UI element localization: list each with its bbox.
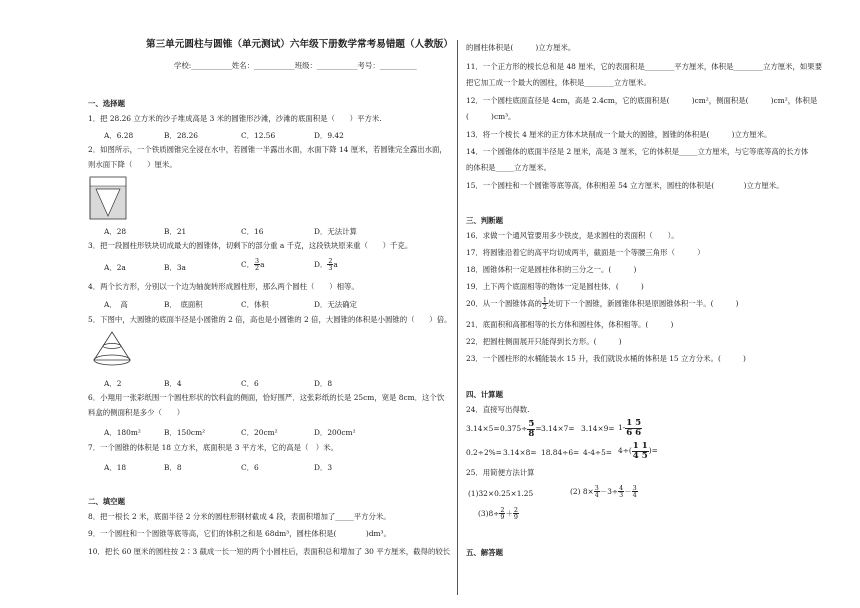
q3-option-c-label: C．: [241, 259, 255, 269]
expression-3: [478, 507, 519, 521]
calc-row-2-item-1: 0.2÷2%=: [466, 448, 502, 457]
q3-option-c-var: a: [260, 259, 265, 269]
calc-row-2-item-3: 18.84÷6=: [541, 448, 580, 457]
q3-option-d[interactable]: [314, 258, 338, 272]
question-25: 25．用简便方法计算: [466, 468, 535, 477]
question-8: 8．把一根长 2 米，底面半径 2 分米的圆柱形钢材截成 4 段，表面积增加了_____平方分米。: [88, 512, 391, 521]
question-3: 3．把一段圆柱形铁块切成最大的圆锥体，切剩下的部分重 a 千克，这段铁块原来重（ ）千克。: [88, 241, 413, 250]
calc-r1-2-text: 0.375÷: [500, 424, 528, 434]
calc-row-2-item-2: 3.14×8=: [503, 448, 537, 457]
expr2-c: －: [624, 486, 632, 496]
q3-option-b[interactable]: B．3a: [164, 263, 186, 272]
expr3-a: (3)8÷: [478, 508, 500, 518]
expr2-b: －3÷: [599, 486, 619, 496]
question-9: 9．一个圆柱和一个圆锥等底等高，它们的体积之和是 68dm³，圆柱体积是( )dm³。: [88, 529, 391, 538]
q4-option-a[interactable]: A． 高: [104, 300, 128, 309]
question-19: 19．上下两个底面相等的物体一定是圆柱体．( ): [466, 282, 644, 291]
expr2-fraction-1: $\frac{3}{4}$: [594, 484, 599, 500]
question-14-line-2: 的体积是_____立方厘米。: [466, 163, 551, 172]
q2-option-d[interactable]: D．无法计算: [314, 227, 357, 236]
question-4: 4．两个长方形，分别以一个边为轴旋转形成圆柱形，那么两个圆柱（ ）相等。: [88, 282, 359, 291]
column-divider: [457, 40, 458, 595]
q3-option-a[interactable]: A．2a: [104, 263, 126, 272]
q5-option-c[interactable]: C．6: [241, 379, 259, 388]
q4-option-d[interactable]: D．无法确定: [314, 300, 357, 309]
q7-option-a[interactable]: A．18: [104, 463, 127, 472]
q3-option-d-label: D．: [314, 259, 328, 269]
question-20-start: 20．从一个圆锥体高的: [466, 298, 542, 308]
expression-2: [570, 485, 638, 499]
calc-row-1-item-2: [500, 420, 542, 438]
q5-option-d[interactable]: D．8: [314, 379, 333, 388]
question-15: 15．一个圆柱和一个圆锥等底等高，体积相差 54 立方厘米，圆柱的体积是( )立方厘米。: [466, 181, 784, 190]
cone-in-water-figure: [89, 176, 127, 220]
question-7: 7．一个圆锥的体积是 18 立方米，底面积是 3 平方米，它的高是（ ）米。: [88, 443, 338, 452]
q5-option-b[interactable]: B．4: [164, 379, 182, 388]
q7-option-b[interactable]: B．8: [164, 463, 182, 472]
q3-option-c[interactable]: [241, 258, 265, 272]
question-11-line-1: 11．一个正方形的棱长总和是 48 厘米，它的表面积是________平方厘米，体积是________立方厘米，如果要: [466, 62, 823, 71]
q1-option-a[interactable]: A．6.28: [104, 131, 134, 140]
question-17: 17．将圆锥沿着它的高平均切成两半，截面是一个等腰三角形（ ）: [466, 248, 705, 257]
calc-r2-5-text: 4÷(: [618, 446, 632, 456]
q1-option-c[interactable]: C．12.56: [241, 131, 276, 140]
section-judge-heading: 三、判断题: [466, 216, 503, 225]
question-11-line-2: 把它加工成一个最大的圆柱，体积是________立方厘米。: [466, 78, 651, 87]
q7-option-d[interactable]: D．3: [314, 463, 333, 472]
expr3-fraction-1: $\frac{2}{9}$: [500, 506, 505, 522]
calc-row-1-item-5: [618, 419, 642, 437]
q2-option-b[interactable]: B．21: [164, 227, 187, 236]
expr3-fraction-2: $\frac{2}{9}$: [513, 506, 518, 522]
section-solve-heading: 五、解答题: [466, 548, 503, 557]
calc-row-2-item-5: [618, 442, 658, 460]
q3-option-c-fraction: $\frac{3}{2}$: [255, 257, 260, 273]
question-6-line-2: 料盒的侧面积是多少（ ）: [88, 408, 185, 417]
calc-row-1-item-1: 3.14×5=: [466, 424, 500, 433]
calc-row-2-item-4: 4-4÷5=: [583, 448, 612, 457]
calc-row-1-item-3: 3.14×7=: [541, 424, 575, 433]
expr3-b: ＋: [505, 508, 513, 518]
calc-r1-5-fraction: $\frac{1 5}{6 6}$: [626, 418, 642, 438]
question-20: [466, 297, 739, 311]
q1-option-d[interactable]: D．9.42: [314, 131, 344, 140]
question-20-fraction: $\frac{1}{2}$: [542, 296, 547, 312]
q6-option-c[interactable]: C．20cm²: [241, 428, 278, 437]
calc-r2-5-close: )=: [648, 446, 658, 456]
page-title: 第三单元圆柱与圆锥（单元测试）六年级下册数学常考易错题（人教版）: [146, 39, 453, 50]
q7-option-c[interactable]: C．6: [241, 463, 259, 472]
question-2-line-1: 2．如图所示，一个铁质圆锥完全浸在水中，若圆锥一半露出水面，水面下降 14 厘米，若圆锥完全露出水面，: [88, 145, 447, 154]
expression-1: (1)32×0.25×1.25: [468, 489, 534, 498]
question-22: 22．把圆柱侧面展开只能得到长方形。( ): [466, 337, 622, 346]
calc-r1-2-fraction: $\frac{5}{8}$: [528, 419, 535, 439]
expr2-a: (2) 8×: [570, 486, 594, 496]
nested-cones-figure: [90, 330, 134, 368]
question-12-line-2: ( )cm³。: [466, 112, 516, 121]
question-6-line-1: 6．小翔用一张彩纸围一个圆柱形状的饮料盒的侧面，恰好围严．这张彩纸的长是 25cm，宽是 8cm．这个饮: [88, 393, 445, 402]
expr2-fraction-3: $\frac{3}{4}$: [632, 484, 637, 500]
question-12-line-1: 12．一个圆柱底面直径是 4cm，高是 2.4cm，它的底面积是( )cm²，侧面积是( )cm²，体积是: [466, 96, 818, 105]
q3-option-d-fraction: $\frac{2}{3}$: [328, 257, 333, 273]
q4-option-c[interactable]: C．体积: [241, 300, 269, 309]
q5-option-a[interactable]: A．2: [104, 379, 122, 388]
question-5: 5．下图中，大圆锥的底面半径是小圆锥的 2 倍，高也是小圆锥的 2 倍，大圆锥的体积是小圆锥的（ ）倍。: [88, 315, 452, 324]
question-10: 10．把长 60 厘米的圆柱按 2∶3 截成一长一短的两个小圆柱后，表面积总和增加了 30 平方厘米，截得的较长: [88, 547, 451, 556]
q6-option-d[interactable]: D．200cm²: [314, 428, 356, 437]
question-16: 16．求做一个通风管要用多少铁皮，是求圆柱的表面积（ ）。: [466, 231, 679, 240]
calc-r2-5-fraction: $\frac{1 1}{4 5}$: [632, 441, 648, 461]
question-1: 1．把 28.26 立方米的沙子堆成高是 3 米的圆锥形沙滩，沙滩的底面积是（ ）平方米.: [88, 114, 382, 123]
q2-option-c[interactable]: C．16: [241, 227, 264, 236]
student-info-line: 学校:___________姓名：___________班级：___________考号：__________: [174, 61, 417, 70]
question-18: 18．圆锥体积一定是圆柱体积的三分之一。( ): [466, 265, 637, 274]
calc-r1-5-text: 1-: [618, 423, 626, 433]
q6-option-b[interactable]: B．150cm²: [164, 428, 206, 437]
question-10-continued: 的圆柱体积是( )立方厘米。: [466, 43, 576, 52]
question-14-line-1: 14．一个圆锥体的底面半径是 2 厘米，高是 3 厘米，它的体积是_____立方厘米，与它等底等高的长方体: [466, 147, 809, 156]
question-23: 23．一个圆柱形的水桶能装水 15 升，我们就说水桶的体积是 15 立方分米。( ): [466, 354, 746, 363]
q4-option-b[interactable]: B． 底面积: [164, 300, 203, 309]
expr2-fraction-2: $\frac{4}{3}$: [619, 484, 624, 500]
q2-option-a[interactable]: A．28: [104, 227, 127, 236]
question-20-end: 处切下一个圆锥，新圆锥体积是原圆锥体积一半。( ): [548, 298, 739, 308]
section-fill-heading: 二、填空题: [88, 497, 125, 506]
section-calc-heading: 四、计算题: [466, 390, 503, 399]
calc-row-1-item-4: 3.14×9=: [581, 424, 615, 433]
q3-option-d-var: a: [333, 259, 338, 269]
q1-option-b[interactable]: B．28.26: [164, 131, 198, 140]
question-21: 21．底面积和高都相等的长方体和圆柱体，体积相等。( ): [466, 320, 674, 329]
question-24: 24．直接写出得数.: [466, 405, 530, 414]
question-2-line-2: 则水面下降（ ）厘米。: [88, 160, 177, 169]
section-choice-heading: 一、选择题: [88, 99, 125, 108]
question-13: 13．将一个棱长 4 厘米的正方体木块削成一个最大的圆锥，圆锥的体积是( )立方厘米。: [466, 130, 772, 139]
calc-r1-2-eq: =: [535, 424, 542, 434]
q6-option-a[interactable]: A．180m²: [104, 428, 141, 437]
